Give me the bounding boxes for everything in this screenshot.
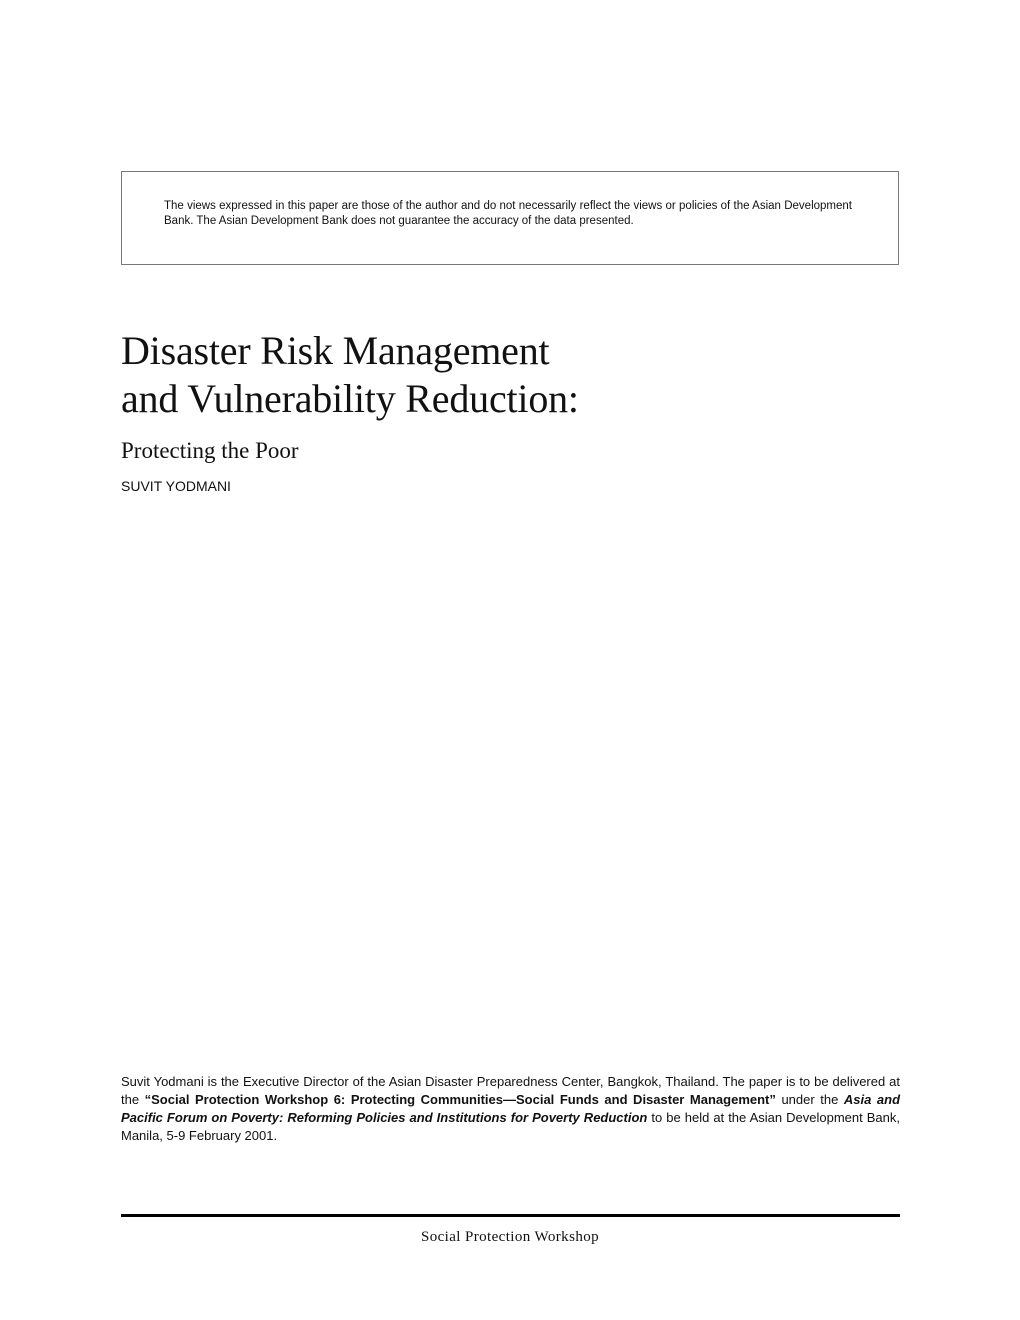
author-bio <box>121 1073 900 1145</box>
footer-rule <box>121 1214 900 1217</box>
page-subtitle: Protecting the Poor <box>121 438 299 463</box>
bio-text-1: Suvit Yodmani is the Executive Director of the Asian Disaster Preparedness Center, Bangkok, Thailand. The paper is to be delivered at the <box>121 1074 900 1107</box>
title-line-2: and Vulnerability Reduction: <box>121 376 579 421</box>
workshop-name: “Social Protection Workshop 6: Protecting Communities—Social Funds and Disaster Management” <box>144 1092 776 1107</box>
forum-name: Asia and Pacific Forum on Poverty: Reforming Policies and Institutions for Poverty Reduction <box>121 1092 901 1125</box>
disclaimer-box <box>121 171 899 265</box>
bio-text-3: to be held at the Asian Development Bank, Manila, 5-9 February 2001. <box>121 1110 900 1143</box>
footer-text: Social Protection Workshop <box>420 1229 600 1245</box>
disclaimer-text: The views expressed in this paper are those of the author and do not necessarily reflect the views or policies of the Asian Development Bank. The Asian Development Bank does not guarantee the accuracy of the data presented. <box>164 200 852 227</box>
page-title <box>121 327 579 423</box>
bio-text-2: under the <box>775 1092 844 1107</box>
title-line-1: Disaster Risk Management <box>121 328 550 373</box>
author-name: SUVIT YODMANI <box>121 478 231 494</box>
